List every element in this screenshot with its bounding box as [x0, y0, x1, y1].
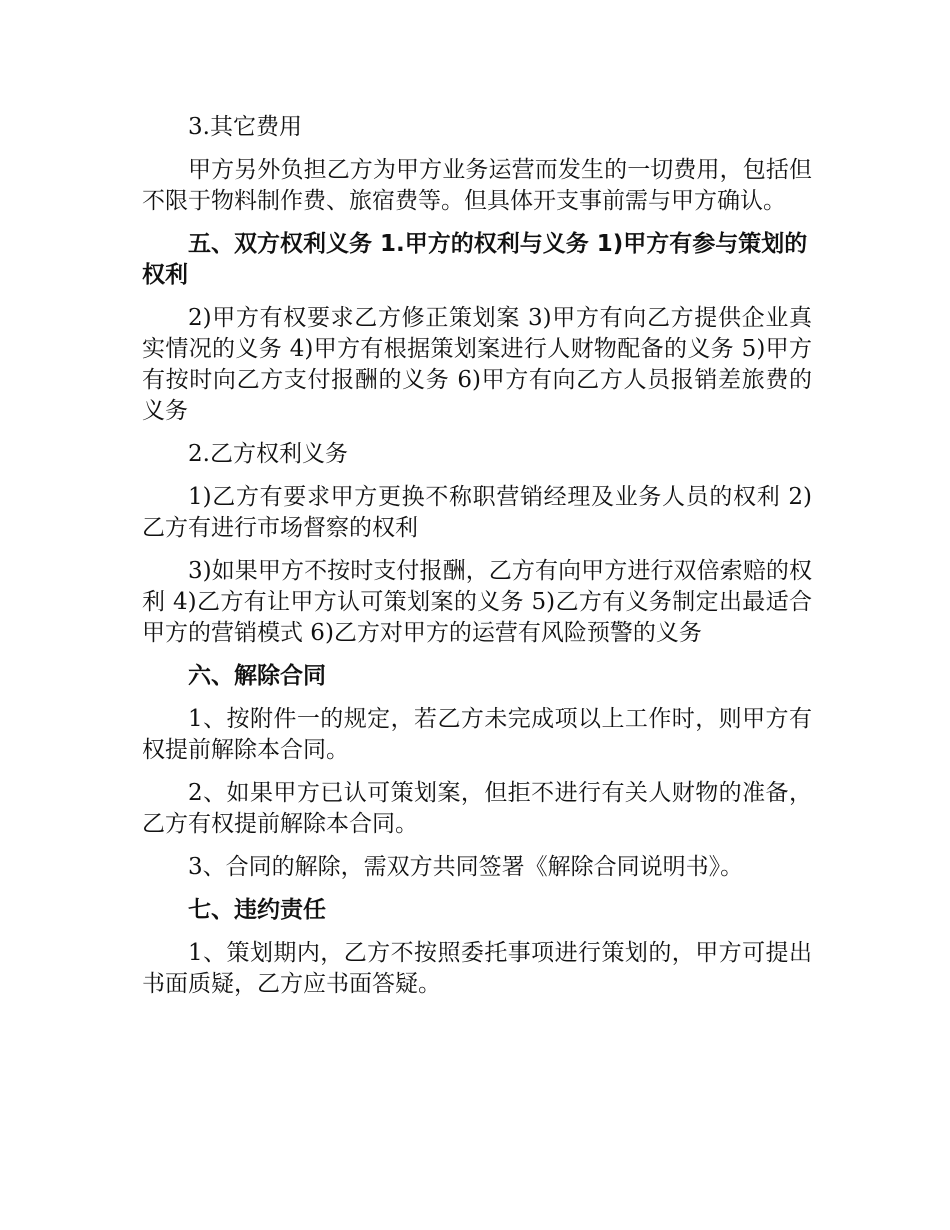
- paragraph-party-b-rights-2: 3)如果甲方不按时支付报酬，乙方有向甲方进行双倍索赔的权利 4)乙方有让甲方认可策划案的义务 5)乙方有义务制定出最适合甲方的营销模式 6)乙方对甲方的运营有风险预警的义务: [142, 558, 812, 646]
- section-heading-rights-obligations: 五、双方权利义务 1.甲方的权利与义务 1)甲方有参与策划的权利: [142, 231, 808, 288]
- paragraph-termination-1: 1、按附件一的规定，若乙方未完成项以上工作时，则甲方有权提前解除本合同。: [142, 706, 812, 763]
- paragraph-party-a-rights: 2)甲方有权要求乙方修正策划案 3)甲方有向乙方提供企业真实情况的义务 4)甲方有根据策划案进行人财物配备的义务 5)甲方有按时向乙方支付报酬的义务 6)甲方有向乙方人员报销差旅费的义务: [142, 305, 812, 424]
- paragraph-party-b-rights-1: 1)乙方有要求甲方更换不称职营销经理及业务人员的权利 2)乙方有进行市场督察的权利: [142, 484, 812, 541]
- section-heading-termination: 六、解除合同: [188, 663, 326, 689]
- paragraph-fees-detail: 甲方另外负担乙方为甲方业务运营而发生的一切费用，包括但不限于物料制作费、旅宿费等。但具体开支事前需与甲方确认。: [142, 157, 812, 214]
- paragraph-other-fees: 3.其它费用: [188, 114, 302, 140]
- document-page: [142, 112, 812, 1012]
- paragraph-liability-1: 1、策划期内，乙方不按照委托事项进行策划的，甲方可提出书面质疑，乙方应书面答疑。: [142, 940, 812, 997]
- section-heading-liability: 七、违约责任: [188, 897, 326, 923]
- paragraph-party-b-title: 2.乙方权利义务: [188, 441, 348, 467]
- paragraph-termination-3: 3、合同的解除，需双方共同签署《解除合同说明书》。: [188, 854, 744, 880]
- paragraph-termination-2: 2、如果甲方已认可策划案，但拒不进行有关人财物的准备，乙方有权提前解除本合同。: [142, 780, 812, 837]
